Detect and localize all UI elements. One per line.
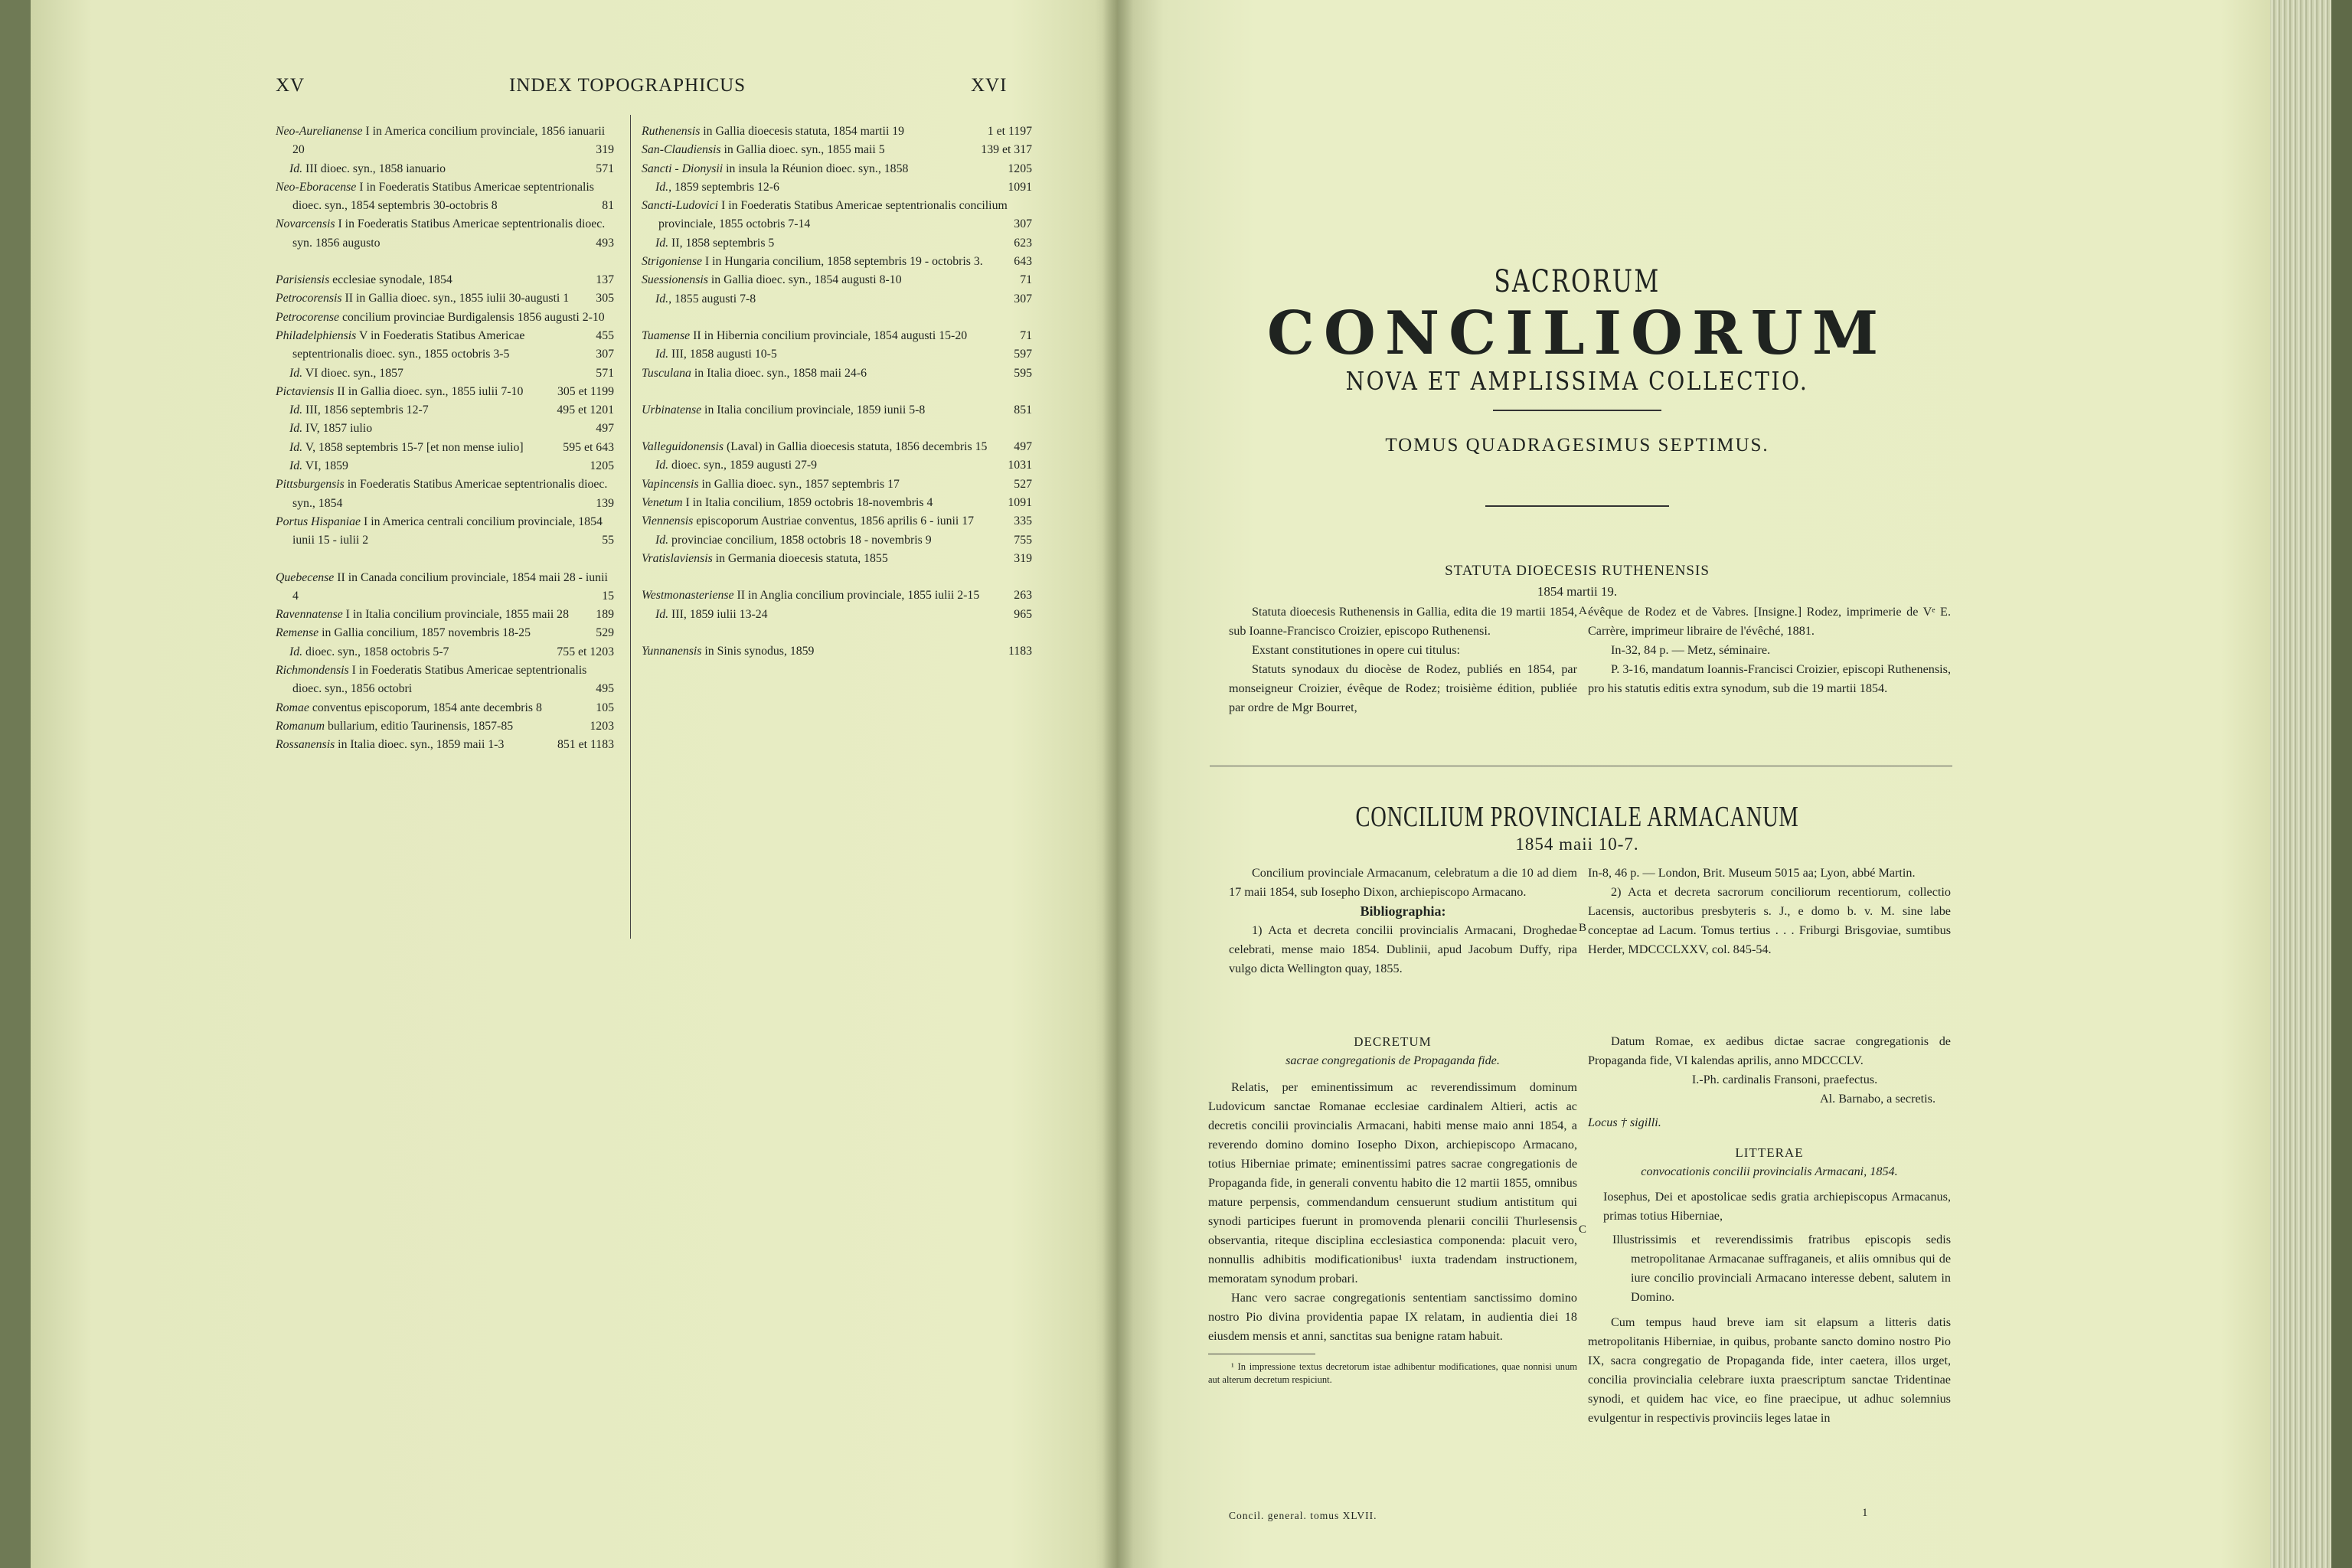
footnote: ¹ In impressione textus decretorum istae adhibentur modificationes, quae nonnisi unum aut alterum decretum respiciunt. [1208,1361,1577,1385]
locus-sigilli: Locus † sigilli. [1588,1116,1661,1129]
index-entry-text: I in Foederatis Statibus Americae septentrionalis dioec. syn., 1854 septembris 30-octobris 8 [292,180,594,213]
index-entry [642,550,1032,568]
index-entry [276,643,614,662]
index-entry [642,141,1032,159]
index-entry-name: Parisiensis [276,273,330,287]
index-entry-page-ref: 1203 [590,719,614,733]
index-entry-page-ref: 643 [1014,255,1032,269]
index-entry-name: Portus Hispaniae [276,514,361,528]
index-entry [276,122,614,160]
index-entry-name: Petrocorense [276,310,340,324]
index-entry [276,624,614,642]
index-entry [642,178,1032,197]
index-entry-name: Pittsburgensis [276,478,345,492]
index-entry [276,401,614,420]
index-entry-page-ref: 597 [1014,348,1032,361]
index-entry-page-ref: 595 et 643 [563,440,614,454]
index-entry-text: I in Italia concilium, 1859 octobris 18-novembris 4 [682,496,933,510]
volume-rule [1485,505,1669,507]
index-entry-text: I in America concilium provinciale, 1856 ianuarii 20 [292,125,606,157]
index-column-b [642,122,1032,661]
bibliographia-item: 1) Acta et decreta concilii provincialis Armacani, Droghedae celebrati, mense maio 1854. Dublinii, apud Jacobum Duffy, ripa vulgo dicta Wellington quay, 1855. [1229,923,1577,975]
index-entry [276,178,614,216]
index-entry-page-ref: 319 [596,143,614,157]
index-entry-text: IV, 1857 iulio [302,422,373,436]
index-entry-name: Romanum [276,719,325,733]
decretum-paragraph: Hanc vero sacrae congregationis sententiam sanctissimo domino nostro Pio divina providentia papae IX relatam, in audientia diei 18 eiusdem mensis et anni, sanctitas sua benigne ratam habuit. [1208,1291,1577,1343]
index-entry-name: Id. [289,459,303,473]
datum-paragraph: Datum Romae, ex aedibus dictae sacrae congregationis de Propaganda fide, VI kalendas aprilis, anno MDCCCLV. [1588,1034,1951,1067]
index-entry-page-ref: 571 [596,366,614,380]
index-entry-text: bullarium, editio Taurinensis, 1857-85 [325,719,514,733]
index-entry [642,586,1032,605]
index-entry-name: Westmonasteriense [642,589,734,603]
index-entry-name: Tusculana [642,366,691,380]
index-column-a [276,122,614,755]
litterae-heading: LITTERAE [1735,1145,1804,1160]
index-entry-text: , 1855 augusti 7-8 [668,292,756,305]
index-entry [276,383,614,401]
index-entry-text: I in Italia concilium provinciale, 1855 maii 28 [342,608,569,622]
index-entry-name: Id. [655,236,669,250]
index-entry-text: III, 1856 septembris 12-7 [302,403,429,417]
volume-title: TOMUS QUADRAGESIMUS SEPTIMUS. [1385,435,1769,456]
index-entry-page-ref: 529 [596,626,614,640]
index-entry-text: I in Foederatis Statibus Americae septentrionalis dioec. syn., 1856 octobri [292,664,587,696]
concilium-date: 1854 maii 10-7. [1515,835,1639,854]
concilium-heading: CONCILIUM PROVINCIALE ARMACANUM [1355,801,1799,833]
index-entry-page-ref: 1091 [1008,180,1032,194]
index-entry-page-ref: 335 [1014,514,1032,528]
index-entry-text: dioec. syn., 1858 octobris 5-7 [302,645,449,658]
index-entry-name: Yunnanensis [642,644,702,658]
index-entry-name: Suessionensis [642,273,708,287]
statuta-heading: STATUTA DIOECESIS RUTHENENSIS [1445,563,1710,579]
series-subtitle: NOVA ET AMPLISSIMA COLLECTIO. [1345,366,1809,396]
index-entry-text: II in Anglia concilium provinciale, 1855 iulii 2-15 [733,589,980,603]
statuta-paragraph: Statuts synodaux du diocèse de Rodez, publiés en 1854, par monseigneur Croizier, évêque de Rodez; troisième édition, publiée par ordre de Mgr Bourret, [1229,662,1577,714]
index-entry-page-ref: 71 [1020,328,1032,342]
index-entry-text: in Gallia concilium, 1857 novembris 18-25 [318,626,531,640]
statuta-paragraph: P. 3-16, mandatum Ioannis-Francisci Croizier, episcopi Ruthenensis, pro his statutis editis extra synodum, sub die 19 martii 1854. [1588,662,1951,695]
index-entry [642,364,1032,383]
index-entry-text: V in Foederatis Statibus Americae septentrionalis dioec. syn., 1855 octobris 3-5 [292,328,525,361]
index-entry-page-ref: 851 et 1183 [557,738,614,752]
index-entry [276,513,614,550]
margin-letter-a: A [1579,605,1587,617]
index-entry-text: II in Canada concilium provinciale, 1854 maii 28 - iunii 4 [292,570,608,603]
index-entry-text: III, 1858 augusti 10-5 [668,348,777,361]
index-entry-page-ref: 307 [596,348,614,361]
index-entry-page-ref: 497 [596,422,614,436]
index-entry-name: Philadelphiensis [276,328,357,342]
statuta-left-column [1229,603,1577,717]
index-entry-text: in Sinis synodus, 1859 [701,644,815,658]
index-entry-name: Tuamense [642,328,691,342]
litterae-paragraph: Iosephus, Dei et apostolicae sedis gratia archiepiscopus Armacanus, primas totius Hiberniae, [1603,1190,1951,1223]
index-entry-page-ref: 595 [1014,366,1032,380]
index-entry [642,234,1032,253]
index-entry-page-ref: 755 [1014,533,1032,547]
index-entry [642,290,1032,309]
index-entry [276,215,614,253]
index-entry [276,457,614,475]
bibliographia-heading: Bibliographia: [1360,903,1446,919]
index-entry [642,531,1032,550]
index-entry-page-ref: 851 [1014,403,1032,416]
page-number-left: XV [276,75,305,96]
index-entry-page-ref: 71 [1020,273,1032,287]
index-entry-name: Vapincensis [642,477,699,491]
index-entry-text: in Germania dioecesis statuta, 1855 [712,551,888,565]
index-entry-name: Id. [289,403,303,417]
book-spine-gutter [1102,0,1133,1568]
index-entry [642,271,1032,289]
index-entry-page-ref: 1205 [590,459,614,473]
index-entry-page-ref: 55 [602,534,614,547]
title-rule [1493,410,1661,411]
index-entry-name: Venetum [642,496,683,510]
index-entry-page-ref: 139 [596,496,614,510]
index-entry [642,327,1032,345]
signature-praefectus: I.-Ph. cardinalis Fransoni, praefectus. [1691,1073,1878,1086]
index-entry-text: episcoporum Austriae conventus, 1856 aprilis 6 - iunii 17 [693,514,975,528]
litterae-paragraph: Cum tempus haud breve iam sit elapsum a litteris datis metropolitanis Hiberniae, in quibus, probante sancto domino nostro Pio IX, sacra congregatio de Propaganda fide, inter caetera, illos urget, concilia provincialia celebrare iuxta praescriptum sanctae Tridentinae synodi, et quidem hac vice, eo fine praecipue, ut adhuc solemnius evulgentur in respectivis provinciis leges latae in [1588,1315,1951,1425]
index-entry-text: I in Foederatis Statibus Americae septentrionalis dioec. syn. 1856 augusto [292,217,606,250]
statuta-paragraph: In-32, 84 p. — Metz, séminaire. [1611,643,1771,657]
margin-letter-b: B [1579,922,1587,934]
index-entry-text: , 1859 septembris 12-6 [668,180,779,194]
index-entry [276,439,614,457]
index-entry-name: Vratislaviensis [642,551,713,565]
index-entry [276,420,614,438]
index-entry-text: in Gallia dioec. syn., 1857 septembris 17 [698,477,900,491]
index-entry-text: dioec. syn., 1859 augusti 27-9 [668,459,818,472]
running-head-title: INDEX TOPOGRAPHICUS [509,75,746,96]
index-entry [276,160,614,178]
index-entry [276,699,614,717]
index-entry-text: III dioec. syn., 1858 ianuario [302,162,446,175]
index-entry [642,475,1032,494]
index-entry-name: Id. [289,162,303,175]
index-entry-page-ref: 305 [596,292,614,305]
index-entry [642,494,1032,512]
index-entry-text: in Italia concilium provinciale, 1859 iunii 5-8 [701,403,926,416]
index-entry-name: Novarcensis [276,217,335,231]
concilium-intro: Concilium provinciale Armacanum, celebratum a die 10 ad diem 17 maii 1854, sub Iosepho Dixon, archiepiscopo Armacano. [1229,866,1577,899]
statuta-date: 1854 martii 19. [1537,584,1618,599]
signature-footer: Concil. general. tomus XLVII. [1229,1510,1377,1521]
index-entry-name: Id. [289,645,303,658]
concilium-left-column [1229,864,1577,978]
decretum-heading: DECRETUM [1354,1034,1432,1049]
index-entry-page-ref: 307 [1014,292,1032,305]
index-entry [276,289,614,308]
index-entry-name: Neo-Eboracense [276,180,357,194]
index-entry-text: in Italia dioec. syn., 1858 maii 24-6 [691,366,867,380]
index-entry [642,642,1032,661]
index-entry-text: in Gallia dioec. syn., 1855 maii 5 [720,143,885,157]
index-entry-name: Valleguidonensis [642,440,724,454]
index-entry [276,271,614,289]
index-entry-text: concilium provinciae Burdigalensis 1856 augusti 2-10 [339,310,605,324]
index-entry-name: Id. [655,459,669,472]
index-entry [642,253,1032,271]
index-entry-name: Id. [655,292,669,305]
index-entry-page-ref: 493 [596,236,614,250]
index-entry [642,160,1032,178]
index-entry-name: Id. [289,422,303,436]
index-entry [642,197,1032,234]
index-entry [276,736,614,754]
index-entry-page-ref: 755 et 1203 [557,645,614,658]
index-entry-text: conventus episcoporum, 1854 ante decembris 8 [309,701,542,714]
index-entry-text: VI dioec. syn., 1857 [302,366,403,380]
index-entry-page-ref: 137 [596,273,614,287]
statuta-paragraph: Statuta dioecesis Ruthenensis in Gallia, edita die 19 martii 1854, sub Ioanne-Francisco Croizier, episcopo Ruthenensi. [1229,605,1577,638]
index-entry-text: ecclesiae synodale, 1854 [329,273,452,287]
signature-secretary: Al. Barnabo, a secretis. [1819,1092,1936,1106]
index-entry [276,662,614,699]
index-entry-name: Remense [276,626,319,640]
index-entry-name: Neo-Aurelianense [276,125,363,138]
litterae-paragraph: Illustrissimis et reverendissimis fratribus episcopis sedis metropolitanae Armacanae suffraganeis, et aliis omnibus qui de iure concilio provinciali Armacano interesse debent, salutem in Domino. [1612,1233,1951,1304]
index-entry [642,512,1032,531]
index-entry-name: Pictaviensis [276,384,335,398]
index-entry-page-ref: 139 et 317 [981,143,1032,157]
index-entry-page-ref: 81 [602,199,614,213]
index-entry-name: Id. [655,533,669,547]
index-entry-page-ref: 263 [1014,589,1032,603]
index-entry [276,364,614,383]
index-entry [276,569,614,606]
index-entry-page-ref: 495 [596,682,614,696]
index-entry-text: in Gallia dioec. syn., 1854 augusti 8-10 [707,273,902,287]
index-entry-page-ref: 305 et 1199 [557,384,614,398]
index-entry-text: I in Hungaria concilium, 1858 septembris 19 - octobris 3. [701,255,983,269]
index-entry-page-ref: 623 [1014,236,1032,250]
index-entry-page-ref: 1031 [1008,459,1032,472]
litterae-subheading: convocationis concilii provincialis Armacani, 1854. [1641,1165,1898,1178]
index-entry-text: in insula la Réunion dioec. syn., 1858 [723,162,909,175]
decretum-column [1208,1032,1577,1387]
index-entry-page-ref: 1091 [1008,496,1032,510]
index-entry-text: V, 1858 septembris 15-7 [et non mense iulio] [302,440,524,454]
index-entry-page-ref: 319 [1014,551,1032,565]
index-entry-text: in Gallia dioecesis statuta, 1854 martii 19 [700,125,905,138]
index-entry-name: Id. [655,348,669,361]
index-entry [276,606,614,624]
index-entry-page-ref: 1 et 1197 [987,125,1032,138]
statuta-right-column [1588,603,1951,698]
index-entry-text: I in Foederatis Statibus Americae septentrionalis concilium provinciale, 1855 octobris 7-14 [658,199,1008,231]
index-entry-text: in Foederatis Statibus Americae septentrionalis dioec. syn., 1854 [292,478,608,510]
index-entry-text: II in Gallia dioec. syn., 1855 iulii 30-augusti 1 [341,292,570,305]
index-entry-name: Richmondensis [276,664,349,678]
page-number-right-column: XVI [971,75,1008,96]
book-cover-edge [2331,0,2352,1568]
concilium-paragraph: 2) Acta et decreta sacrorum conciliorum recentiorum, collectio Lacensis, auctoribus presbyteris s. J., e domo b. v. M. sine labe conceptae ad Lacum. Tomus tertius . . . Friburgi Brisgoviae, sumtibus Herder, MDCCCLXXV, col. 845-54. [1588,885,1951,956]
index-entry [642,122,1032,141]
index-entry-text: II in Gallia dioec. syn., 1855 iulii 7-10 [334,384,524,398]
concilium-right-column [1588,864,1951,959]
index-entry-text: II, 1858 septembris 5 [668,236,775,250]
index-entry-text: (Laval) in Gallia dioecesis statuta, 1856 decembris 15 [724,440,988,454]
index-entry-text: provinciae concilium, 1858 octobris 18 - novembris 9 [668,533,932,547]
index-entry [642,438,1032,456]
index-entry-page-ref: 105 [596,701,614,714]
index-entry-name: Quebecense [276,570,335,584]
index-entry [642,606,1032,624]
statuta-paragraph: Exstant constitutiones in opere cui titulus: [1252,643,1461,657]
index-entry-page-ref: 495 et 1201 [557,403,614,417]
index-entry-name: Id. [289,366,303,380]
index-entry-name: Id. [655,607,669,621]
index-entry-name: Ravennatense [276,608,343,622]
index-entry-text: in Italia dioec. syn., 1859 maii 1-3 [335,738,505,752]
index-entry-name: Ruthenensis [642,125,701,138]
index-entry-text: II in Hibernia concilium provinciale, 1854 augusti 15-20 [690,328,968,342]
index-entry-page-ref: 965 [1014,607,1032,621]
index-entry-text: VI, 1859 [302,459,348,473]
statuta-paragraph: évêque de Rodez et de Vabres. [Insigne.] Rodez, imprimerie de Vᵉ E. Carrère, imprimeur libraire de l'évêché, 1881. [1588,605,1951,638]
index-entry [276,475,614,513]
decretum-paragraph: Relatis, per eminentissimum ac reverendissimum dominum Ludovicum sanctae Romanae ecclesiae cardinalem Altieri, actis ac decretis concilii provincialis Armacani, habiti mense maio anni 1854, a reverendo domino domino Iosepho Dixon, archiepiscopo Armacano, totius Hiberniae primate; eminentissimi patres sacrae congregationis de Propaganda fide, in generali conventu habito die 12 martii 1855, omnibus mature perpensis, commendandum censuerunt studium antistitum qui synodi participes fuerunt in promovenda plenarii concilii Thurlesensis observantia, riteque disciplina ecclesiastica componenda: placuit vero, nonnullis adhibitis modificationibus¹ iuxta tradendam instructionem, memoratam synodum probari. [1208,1080,1577,1285]
litterae-column [1588,1032,1951,1428]
index-entry-name: Strigoniense [642,255,702,269]
index-entry-page-ref: 15 [602,589,614,603]
index-entry-page-ref: 307 [1014,217,1032,231]
index-entry-name: Rossanensis [276,738,335,752]
index-entry [276,717,614,736]
index-entry-name: San-Claudiensis [642,143,721,157]
index-entry-page-ref: 497 [1014,440,1032,454]
index-entry [642,401,1032,420]
index-entry-page-ref: 1205 [1008,162,1032,175]
margin-letter-c: C [1579,1223,1587,1236]
series-title-main: CONCILIORUM [1266,299,1888,368]
series-title-small: SACRORUM [1494,264,1661,299]
index-entry-name: Id. [289,440,303,454]
index-entry-name: Viennensis [642,514,694,528]
index-entry-name: Sancti - Dionysii [642,162,724,175]
decretum-subheading: sacrae congregationis de Propaganda fide. [1285,1054,1500,1067]
index-entry-name: Id. [655,180,669,194]
index-entry [642,345,1032,364]
index-entry-page-ref: 571 [596,162,614,175]
index-entry-page-ref: 527 [1014,477,1032,491]
index-entry-text: III, 1859 iulii 13-24 [668,607,768,621]
column-divider [630,115,631,939]
concilium-paragraph: In-8, 46 p. — London, Brit. Museum 5015 aa; Lyon, abbé Martin. [1588,866,1916,880]
index-entry [642,456,1032,475]
index-entry [276,327,614,364]
index-entry-text: I in America centrali concilium provinciale, 1854 iunii 15 - iulii 2 [292,514,603,547]
index-entry-name: Romae [276,701,309,714]
index-entry-name: Petrocorensis [276,292,342,305]
index-entry-name: Urbinatense [642,403,702,416]
page-number-bottom: 1 [1862,1507,1868,1519]
index-entry-name: Sancti-Ludovici [642,199,719,213]
index-entry-page-ref: 189 [596,608,614,622]
index-entry-page-ref: 455 [596,328,614,342]
index-entry-page-ref: 1183 [1008,644,1032,658]
